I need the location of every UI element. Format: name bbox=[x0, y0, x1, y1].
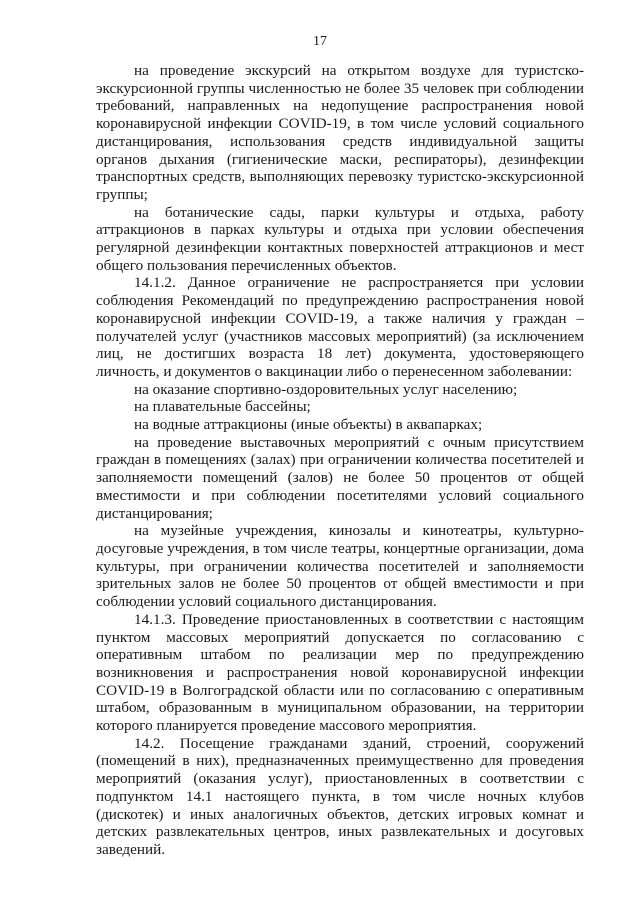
paragraph-excursions: на проведение экскурсий на открытом воздухе для туристско-экскурсионной группы численностью не более 35 человек при соблюдении требований, направленных на недопущение распространения новой коронавирусной инфекции COVID-19, в том числе условий социального дистанцирования, использования средств индивидуальной защиты органов дыхания (гигиенические маски, респираторы), дезинфекции транспортных средств, выполняющих перевозку туристско-экскурсионной группы; bbox=[96, 62, 584, 203]
paragraph-botanical-gardens: на ботанические сады, парки культуры и отдыха, работу аттракционов в парках культуры и отдыха при условии обеспечения регулярной дезинфекции контактных поверхностей аттракционов и мест общего пользования перечисленных объектов. bbox=[96, 203, 584, 274]
paragraph-14-1-3: 14.1.3. Проведение приостановленных в соответствии с настоящим пунктом массовых мероприятий допускается по согласованию с оперативным штабом по реализации мер по предупреждению возникновения и распространения новой коронавирусной инфекции COVID-19 в Волгоградской области или по согласованию с оперативным штабом, образованным в муниципальном образовании, на территории которого планируется проведение массового мероприятия. bbox=[96, 610, 584, 735]
paragraph-exhibitions: на проведение выставочных мероприятий с очным присутствием граждан в помещениях (залах) при ограничении количества посетителей и заполняемости помещений (залов) не более 50 процентов от общей вместимости и при соблюдении посетителями условий социального дистанцирования; bbox=[96, 433, 584, 522]
paragraph-museums-cinemas: на музейные учреждения, кинозалы и кинотеатры, культурно-досуговые учреждения, в том числе театры, концертные организации, дома культуры, при ограничении количества посетителей и заполняемости зрительных залов не более 50 процентов от общей вместимости и при соблюдении условий социального дистанцирования. bbox=[96, 522, 584, 611]
document-body bbox=[96, 62, 584, 859]
paragraph-sports-services: на оказание спортивно-оздоровительных услуг населению; bbox=[134, 380, 518, 398]
paragraph-water-parks: на водные аттракционы (иные объекты) в аквапарках; bbox=[134, 416, 483, 434]
paragraph-swimming-pools: на плавательные бассейны; bbox=[134, 398, 311, 416]
page-number: 17 bbox=[313, 34, 327, 49]
paragraph-14-1-2: 14.1.2. Данное ограничение не распространяется при условии соблюдения Рекомендаций по предупреждению распространения новой коронавирусной инфекции COVID-19, а также наличия у граждан – получателей услуг (участников массовых мероприятий) (за исключением лиц, не достигших возраста 18 лет) документа, удостоверяющего личность, и документов о вакцинации либо о перенесенном заболевании: bbox=[96, 274, 584, 380]
paragraph-14-2: 14.2. Посещение гражданами зданий, строений, сооружений (помещений в них), предназначенных преимущественно для проведения мероприятий (оказания услуг), приостановленных в соответствии с подпунктом 14.1 настоящего пункта, в том числе ночных клубов (дискотек) и иных аналогичных объектов, детских игровых комнат и детских развлекательных центров, иных развлекательных и досуговых заведений. bbox=[96, 734, 584, 858]
